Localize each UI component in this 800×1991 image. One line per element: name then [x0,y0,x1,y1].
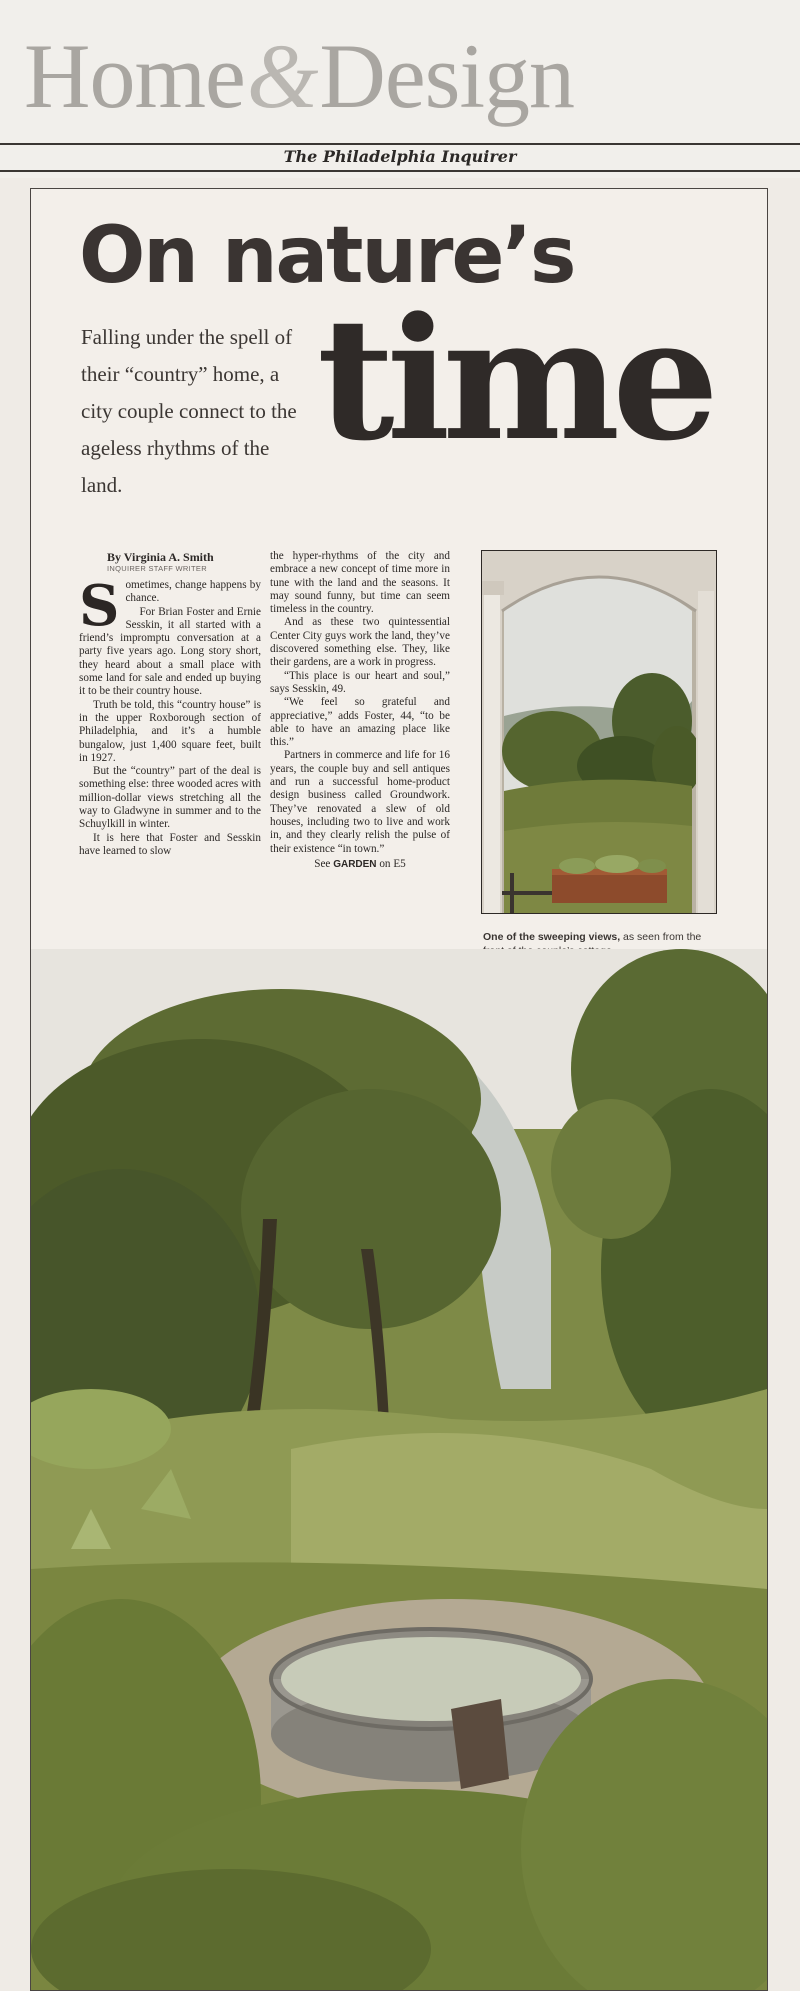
section-word-home: Home [24,25,245,127]
paragraph: Partners in commerce and life for 16 years, the couple buy and sell antiques and run a successful home-product design business called Groundwork. They’ve renovated a slew of old houses, including two to live and work in, and they clearly relish the pulse of their existence “in town.” [270,749,450,855]
paragraph: But the “country” part of the deal is something else: three wooded acres with million-dollar views stretching all the way to Gladwyne in summer and to the Schuylkill in winter. [79,765,261,831]
paragraph: “We feel so grateful and appreciative,” adds Foster, 44, “to be able to have an amazing place like this.” [270,696,450,749]
jump-see: See [314,857,331,870]
paragraph: And as these two quintessential Center City guys work the land, they’ve discovered something else. They, like their gardens, are a work in progress. [270,616,450,669]
paragraph: It is here that Foster and Sesskin have learned to slow [79,831,261,857]
paragraph [79,573,261,639]
section-word-design: Design [319,25,575,127]
masthead-rule-top [0,143,800,145]
masthead [0,0,800,178]
garden-tub-photo [31,949,767,1990]
jump-reference[interactable] [270,858,450,871]
byline-role: INQUIRER STAFF WRITER [107,564,207,573]
paragraph: Truth be told, this “country house” is in the upper Roxborough section of Philadelphia, and it’s a humble bungalow, just 1,400 square feet, built in 1927. [79,698,261,764]
article-page [30,188,768,1991]
byline: By Virginia A. Smith [107,550,214,564]
headline-big: time [317,280,712,478]
caption-text: as seen from the [623,931,702,943]
jump-page: on E5 [379,857,406,870]
section-ampersand: & [246,25,318,127]
masthead-rule-bottom [0,170,800,172]
paragraph-text: ometimes, change happens by chance. [125,579,261,605]
porch-view-photo [481,550,717,914]
caption-lead: One of the sweeping views, [483,931,621,943]
paragraph: “This place is our heart and soul,” says Sesskin, 49. [270,669,450,695]
deck-subheadline: Falling under the spell of their “country” home, a city couple connect to the ageless rhythms of the land. [81,325,297,497]
section-title [24,24,784,129]
newspaper-name: The Philadelphia Inquirer [283,147,517,166]
headline-top: On nature’s [79,211,575,301]
jump-section: GARDEN [333,858,377,870]
paragraph: For Brian Foster and Ernie Sesskin, it all started with a friend’s impromptu conversation at a party five years ago. Long story short, they heard about a small place with some land for sale and ended up buying it to be their country house. [79,605,261,698]
paragraph: the hyper-rhythms of the city and embrace a new concept of time more in tune with the land and the seasons. It may sound funny, but time can seem timeless in the country. [270,550,450,616]
drop-cap: S [79,573,120,639]
